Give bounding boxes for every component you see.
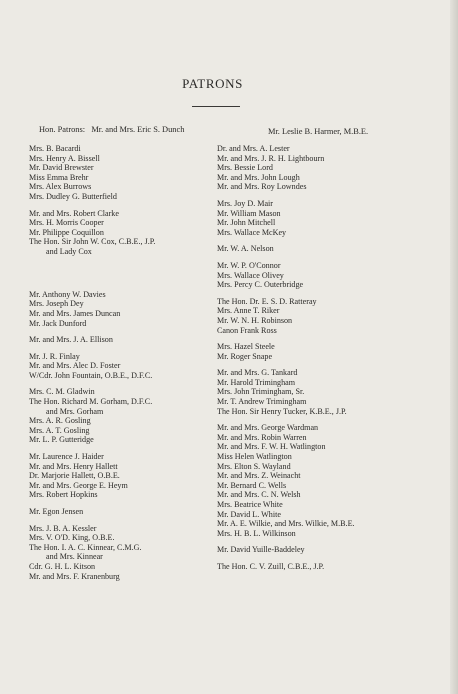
patron-group [29, 507, 214, 517]
patron-name: Mr. Anthony W. Davies [29, 289, 106, 299]
patron-group [217, 261, 417, 290]
patron-name: Mr. David Yuille-Baddeley [217, 545, 305, 555]
patron-name: The Hon. I. A. C. Kinnear, C.M.G. [29, 542, 142, 552]
patron-name: Mrs. Hazel Steele [217, 342, 275, 352]
patron-name: Mrs. H. B. L. Wilkinson [217, 528, 296, 538]
patron-name: Mrs. A. R. Gosling [29, 416, 91, 426]
patron-name: Mr. L. P. Gutteridge [29, 435, 94, 445]
patron-name: Mr. David L. White [217, 509, 281, 519]
patron-name: Mr. and Mrs. Alec D. Foster [29, 361, 121, 371]
patron-name: Mr. T. Andrew Trimingham [217, 397, 307, 407]
patron-name: Mr. Egon Jensen [29, 507, 84, 516]
patron-name: W/Cdr. John Fountain, O.B.E., D.F.C. [29, 370, 153, 380]
patron-name: Mr. and Mrs. Robert Clarke [29, 208, 119, 218]
patron-name: Mr. and Mrs. George E. Heym [29, 480, 128, 490]
patron-name: Mr. Bernard C. Wells [217, 480, 287, 490]
patron-group [217, 545, 417, 555]
patron-name: Mr. Laurence J. Haider [29, 452, 104, 462]
patron-name: The Hon. Sir Henry Tucker, K.B.E., J.P. [217, 406, 347, 416]
patron-name: Mrs. C. M. Gladwin [29, 387, 95, 397]
patron-name: Mrs. V. O'D. King, O.B.E. [29, 533, 115, 543]
patron-group [29, 387, 214, 445]
patron-group [217, 144, 417, 192]
patron-name: Mrs. Alex Burrows [29, 182, 92, 192]
patron-name: and Lady Cox [46, 246, 92, 256]
patron-group [29, 335, 214, 345]
patron-name: Mr. and Mrs. Robin Warren [217, 432, 307, 442]
patron-group [217, 199, 417, 237]
patron-name: Mrs. Wallace McKey [217, 227, 287, 237]
patron-group [217, 244, 417, 254]
patron-name: Mr. and Mrs. Henry Hallett [29, 461, 118, 471]
patron-name: Dr. Marjorie Hallett, O.B.E. [29, 471, 120, 481]
patron-group [29, 524, 214, 582]
patron-name: Miss Helen Watlington [217, 452, 292, 462]
patron-group [29, 352, 214, 381]
patron-group [29, 290, 214, 328]
patron-name: Mrs. Beatrice White [217, 500, 283, 509]
honorary-name: Mr. and Mrs. Eric S. Dunch [91, 125, 185, 134]
patron-name: Miss Emma Brehr [29, 172, 89, 182]
patron-name: Mr. and Mrs. C. N. Welsh [217, 490, 301, 500]
patron-name: Mr. and Mrs. G. Tankard [217, 368, 298, 378]
patron-name: Mrs. Elton S. Wayland [217, 461, 291, 471]
patron-name: Dr. and Mrs. A. Lester [217, 144, 290, 153]
page-spine-shadow [450, 0, 458, 694]
honorary-patrons-line [39, 125, 184, 134]
patron-name: Mr. and Mrs. F. Kranenburg [29, 571, 120, 581]
patron-name: Mr. A. E. Wilkie, and Mrs. Wilkie, M.B.E. [217, 519, 355, 529]
patron-name: Canon Frank Ross [217, 325, 277, 335]
patron-name: The Hon. Richard M. Gorham, D.F.C. [29, 397, 153, 407]
patron-name: Mr. and Mrs. George Wardman [217, 423, 319, 433]
patron-name: Mr. Roger Snape [217, 351, 273, 361]
patron-name: Mrs. Percy C. Outerbridge [217, 280, 304, 290]
honorary-label: Hon. Patrons: [39, 125, 86, 134]
patron-name: Mr. and Mrs. Roy Lowndes [217, 182, 307, 192]
patron-name: Mrs. A. T. Gosling [29, 425, 90, 435]
patron-group [29, 144, 214, 202]
patron-group [29, 264, 214, 283]
patron-name: Mrs. Wallace Olivey [217, 270, 284, 280]
patron-group [29, 209, 214, 257]
patron-name: Mrs. B. Bacardi [29, 144, 81, 153]
patron-name: Mr. and Mrs. F. W. H. Watlington [217, 442, 326, 452]
patrons-left-column [29, 144, 214, 588]
patron-name: Mr. David Brewster [29, 163, 94, 173]
patron-name [29, 264, 214, 274]
patron-name: Mrs. J. B. A. Kessler [29, 523, 97, 533]
patron-name: Mr. and Mrs. James Duncan [29, 308, 121, 318]
title-divider [192, 106, 240, 107]
patron-name: The Hon. Sir John W. Cox, C.B.E., J.P. [29, 237, 156, 247]
patron-group [217, 297, 417, 335]
patron-name: Mr. W. A. Nelson [217, 244, 274, 254]
patron-name: Mr. Jack Dunford [29, 318, 87, 328]
patron-name: Mr. and Mrs. J. R. H. Lightbourn [217, 153, 325, 163]
patron-group [217, 562, 417, 572]
honorary-name: Mr. Leslie B. Harmer, M.B.E. [268, 127, 369, 136]
patron-name: Mr. W. P. O'Connor [217, 260, 281, 270]
patron-name: Mrs. Henry A. Bissell [29, 153, 100, 163]
patron-name: The Hon. Dr. E. S. D. Ratteray [217, 296, 317, 306]
patron-name: Mr. William Mason [217, 208, 281, 218]
patron-name [29, 273, 214, 283]
patron-name: and Mrs. Gorham [46, 406, 104, 416]
patron-name: Mrs. Joseph Dey [29, 299, 84, 309]
patron-name: Mrs. Joy D. Mair [217, 198, 273, 208]
patron-group [217, 423, 417, 538]
patron-name: Mrs. Bessie Lord [217, 163, 273, 173]
patron-name: and Mrs. Kinnear [46, 552, 103, 562]
patron-name: Mr. Harold Trimingham [217, 377, 296, 387]
patron-group [217, 368, 417, 416]
patron-name: Mrs. John Trimingham, Sr. [217, 387, 305, 397]
patron-group [217, 342, 417, 361]
patron-group [29, 452, 214, 500]
patron-name: Mr. Philippe Coquillon [29, 227, 104, 237]
patron-name: Mrs. Dudley G. Butterfield [29, 191, 117, 201]
patron-name: Mr. and Mrs. J. A. Ellison [29, 335, 113, 345]
patron-name: Mrs. H. Morris Cooper [29, 218, 104, 228]
patron-name: Mrs. Robert Hopkins [29, 490, 98, 500]
patron-name: Mr. John Mitchell [217, 218, 276, 228]
patron-name: Mr. W. N. H. Robinson [217, 315, 293, 325]
patron-name: Cdr. G. H. L. Kitson [29, 561, 96, 571]
patron-name: Mr. and Mrs. Z. Weinacht [217, 471, 301, 481]
patron-name: The Hon. C. V. Zuill, C.B.E., J.P. [217, 561, 325, 571]
patrons-right-column [217, 144, 417, 579]
patron-name: Mr. and Mrs. John Lough [217, 172, 300, 182]
patron-name: Mrs. Anne T. Riker [217, 306, 280, 316]
patron-name: Mr. J. R. Finlay [29, 351, 80, 361]
page-title: PATRONS [182, 76, 243, 91]
